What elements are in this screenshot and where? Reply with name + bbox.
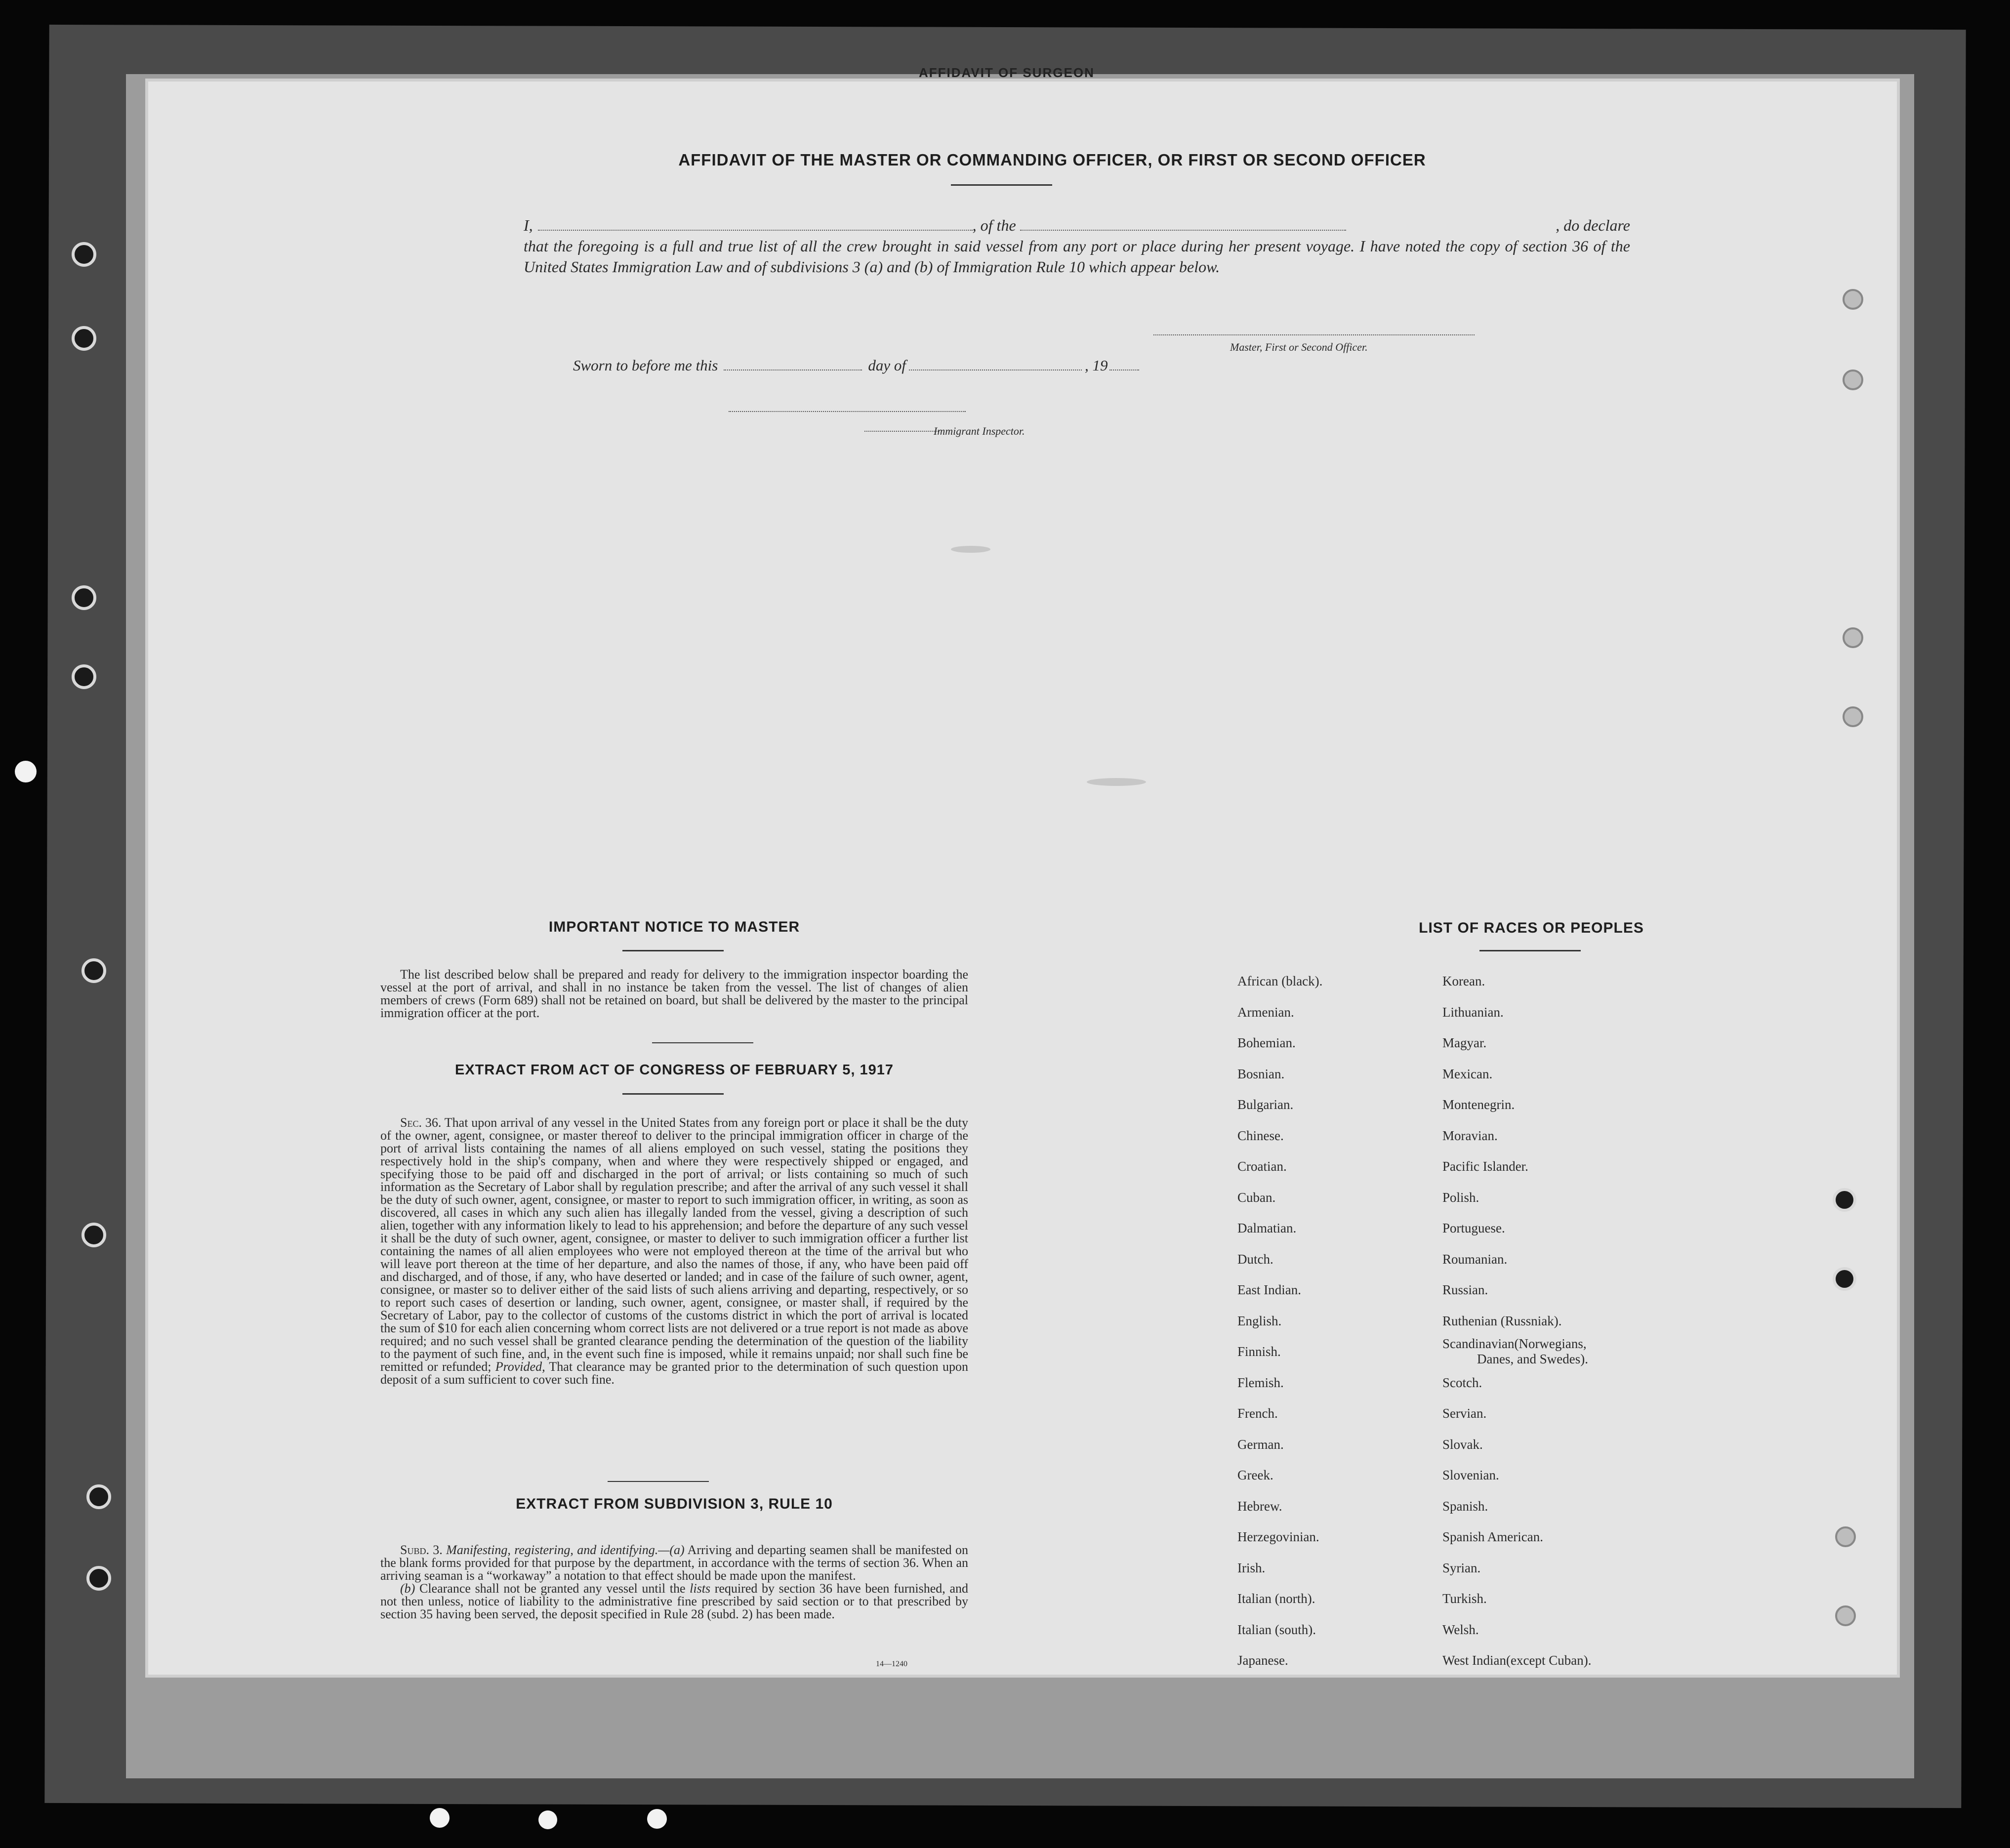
inspector-line [729, 410, 966, 412]
binder-hole [1843, 370, 1863, 390]
race-item: Lithuanian. [1442, 1004, 1504, 1020]
races-title: LIST OF RACES OR PEOPLES [1419, 920, 1644, 936]
race-item: Spanish. [1442, 1498, 1488, 1514]
race-item: Irish. [1237, 1560, 1266, 1575]
extract-rule-text-block [380, 1544, 968, 1621]
form-number: 14—1240 [876, 1660, 907, 1668]
binder-hole [538, 1810, 557, 1829]
subdivision-heading: Manifesting, registering, and identifying.—(a) [446, 1543, 685, 1557]
binder-hole [72, 242, 96, 267]
sworn-line [573, 356, 1139, 374]
year-label: , 19 [1084, 357, 1108, 374]
sworn-label: Sworn to before me this [573, 357, 718, 374]
binder-hole [430, 1808, 450, 1828]
race-item: Flemish. [1237, 1375, 1284, 1390]
title-rule [951, 184, 1052, 186]
race-item: African (black). [1237, 974, 1323, 988]
race-item: East Indian. [1237, 1282, 1301, 1297]
extract-act-text: That upon arrival of any vessel in the United States from any foreign port or place it shall be the duty of the owner, agent, consignee, or master thereof to deliver to the principal immigration officer in charge of the port of arrival lists containing the names of all aliens employed on such vessel, stating the positions they respectively hold in the ship's company, when and where they were respectively shipped or engaged, and specifying those to be paid off and discharged in the port of arrival; or lists containing so much of such information as the Secretary of Labor shall by regulation prescribe; and after the arrival of any such vessel it shall be the duty of such owner, agent, consignee, or master to report to such immigration officer, in writing, as soon as discovered, all cases in which any such alien has illegally landed from the vessel, giving a description of such alien, together with any information likely to lead to his apprehension; and before the departure of any such vessel it shall be the duty of such owner, agent, consignee, or master to deliver to such immigration officer a further list containing the names of all alien employees who were not employed thereon at the time of the arrival but who will leave port thereon at the time of her departure, and also the names of those, if any, who have been paid off and discharged, and of those, if any, who have deserted or landed; and in case of the failure of such owner, agent, consignee, or master so to deliver either of the said lists of such aliens arriving and departing, respectively, or so to report such cases of desertion or landing, such owner, agent, consignee, or master shall, if required by the Secretary of Labor, pay to the collector of customs of the customs district in which the port of arrival is located the sum of $10 for each alien concerning whom correct lists are not delivered or a true report is not made as above required; and no such vessel shall be granted clearance pending the determination of the question of the liability to the payment of such fine, and, in the event such fine is imposed, while it remains unpaid; nor shall such fine be remitted or refunded; [380, 1115, 969, 1374]
bleed-through-mark [951, 546, 990, 553]
races-left-column [1237, 966, 1322, 1676]
race-item: Herzegovinian. [1237, 1529, 1319, 1544]
declaration [524, 215, 1630, 277]
race-item: Japanese. [1237, 1653, 1288, 1668]
binder-hole [72, 326, 96, 351]
races-right-column [1442, 966, 1591, 1676]
race-item: Pacific Islander. [1442, 1159, 1528, 1174]
race-item: Roumanian. [1442, 1251, 1508, 1267]
race-item: Cuban. [1237, 1190, 1276, 1205]
race-item: German. [1237, 1437, 1284, 1452]
race-item: Russian. [1442, 1282, 1488, 1297]
binder-hole [1833, 1267, 1856, 1291]
provided-label: Provided, [495, 1359, 545, 1374]
document-page [148, 82, 1897, 1675]
decl-body: that the foregoing is a full and true list of all the crew brought in said vessel from any port or place during her present voyage. I have noted the copy of section 36 of the United States Immigration Law and of subdivisions 3 (a) and (b) of Immigration Rule 10 which appear below. [524, 237, 1630, 276]
race-item: Bohemian. [1237, 1035, 1296, 1050]
signature-line [1153, 333, 1475, 335]
inspector-label: Immigrant Inspector. [934, 425, 1025, 437]
decl-i: I, [524, 216, 533, 234]
vessel-blank [1020, 216, 1346, 231]
extract-rule-text-b2: required by section 36 have been furnished, and not then unless, notice of liability to the administrative fine prescribed by said section or to that prescribed by section 35 having been served, the deposit specified in Rule 28 (subd. 2) has been made. [380, 1581, 968, 1621]
extract-rule-text-b1: Clearance shall not be granted any vessel until the [419, 1581, 686, 1596]
race-item: Scotch. [1442, 1375, 1482, 1390]
race-item: Turkish. [1442, 1591, 1487, 1606]
binder-hole [72, 664, 96, 689]
race-item: Slovenian. [1442, 1468, 1499, 1482]
race-item: Slovak. [1442, 1437, 1483, 1452]
race-item: Dalmatian. [1237, 1221, 1297, 1235]
binder-hole [86, 1484, 111, 1509]
race-item: Portuguese. [1442, 1221, 1505, 1235]
race-item: Bosnian. [1237, 1066, 1285, 1081]
extract-act-text-block [380, 1116, 968, 1386]
extract-act-rule [622, 1093, 724, 1095]
binder-hole [82, 1223, 106, 1247]
binder-hole [1835, 1526, 1856, 1547]
race-item: Welsh. [1442, 1622, 1479, 1637]
race-item: Korean. [1442, 974, 1485, 988]
extract-act-end-rule [608, 1481, 709, 1482]
race-item: Finnish. [1237, 1344, 1281, 1359]
binder-hole [86, 1566, 111, 1591]
race-item: Greek. [1237, 1468, 1273, 1482]
race-item: Spanish American. [1442, 1529, 1543, 1544]
notice-end-rule [652, 1042, 753, 1043]
affidavit-title: AFFIDAVIT OF THE MASTER OR COMMANDING OFFICER, OR FIRST OR SECOND OFFICER [678, 151, 1426, 169]
notice-title: IMPORTANT NOTICE TO MASTER [548, 919, 800, 935]
subdivision-b-label: (b) [400, 1581, 415, 1596]
day-blank [724, 356, 862, 370]
decl-of-the: , of the [972, 216, 1016, 234]
race-item: Magyar. [1442, 1035, 1487, 1050]
binder-hole [1843, 289, 1863, 310]
binder-hole [15, 761, 37, 782]
decl-do-declare: , do declare [1556, 216, 1630, 234]
binder-hole [1833, 1188, 1856, 1212]
binder-hole [1843, 706, 1863, 727]
inspector-line-2 [864, 430, 939, 432]
race-item: Hebrew. [1237, 1498, 1282, 1514]
binder-hole [82, 958, 106, 983]
race-item: Servian. [1442, 1406, 1487, 1421]
subdivision-label: Subd. 3. [400, 1543, 443, 1557]
race-item: Ruthenian (Russniak). [1442, 1313, 1562, 1328]
race-item: Moravian. [1442, 1128, 1498, 1143]
name-blank [538, 216, 973, 231]
extract-act-title: EXTRACT FROM ACT OF CONGRESS OF FEBRUARY 5, 1917 [454, 1062, 894, 1078]
race-item: French. [1237, 1406, 1278, 1421]
race-item-continuation: Danes, and Swedes). [1477, 1352, 1588, 1366]
notice-text-block [380, 968, 968, 1020]
year-blank [1109, 356, 1139, 370]
race-item: Montenegrin. [1442, 1097, 1515, 1112]
signature-label: Master, First or Second Officer. [1230, 341, 1368, 353]
race-item: English. [1237, 1313, 1282, 1328]
race-item: Polish. [1442, 1190, 1479, 1205]
month-blank [909, 356, 1082, 370]
notice-rule [622, 950, 724, 951]
day-of-label: day of [868, 357, 906, 374]
race-item: West Indian(except Cuban). [1442, 1653, 1592, 1668]
race-item: Bulgarian. [1237, 1097, 1294, 1112]
extract-act-text-end: That clearance may be granted prior to the determination of such question upon deposit of a sum sufficient to cover such fine. [380, 1359, 969, 1387]
race-item: Syrian. [1442, 1560, 1481, 1575]
extract-rule-title: EXTRACT FROM SUBDIVISION 3, RULE 10 [516, 1496, 833, 1512]
race-item: Scandinavian(Norwegians, Danes, and Swedes). [1442, 1336, 1591, 1367]
binder-hole [1835, 1605, 1856, 1626]
section-label: Sec. 36. [400, 1115, 442, 1130]
race-item: Italian (south). [1237, 1622, 1316, 1637]
race-item: Armenian. [1237, 1004, 1294, 1020]
race-item: Italian (north). [1237, 1591, 1315, 1606]
notice-text: The list described below shall be prepared and ready for delivery to the immigration inspector boarding the vessel at the port of arrival, and shall in no instance be taken from the vessel. The list of changes of alien members of crews (Form 689) shall not be retained on board, but shall be delivered by the master to the principal immigration officer at the port. [380, 967, 968, 1020]
race-item: Chinese. [1237, 1128, 1284, 1143]
bleed-through-mark [1087, 778, 1146, 786]
extract-rule-text-a: Arriving and departing seamen shall be manifested on the blank forms provided for that purpose by the department, in accordance with the terms of section 36. When an arriving seaman is a “workaway” a notation to that effect should be made upon the manifest. [380, 1543, 968, 1583]
binder-hole [1843, 627, 1863, 648]
race-item: Mexican. [1442, 1066, 1493, 1081]
lists-word: lists [690, 1581, 711, 1596]
binder-hole [647, 1809, 667, 1829]
races-rule [1479, 950, 1581, 951]
race-item: Dutch. [1237, 1251, 1273, 1267]
race-item: Croatian. [1237, 1159, 1287, 1174]
top-edge-heading: AFFIDAVIT OF SURGEON [919, 65, 1095, 80]
binder-hole [72, 585, 96, 610]
